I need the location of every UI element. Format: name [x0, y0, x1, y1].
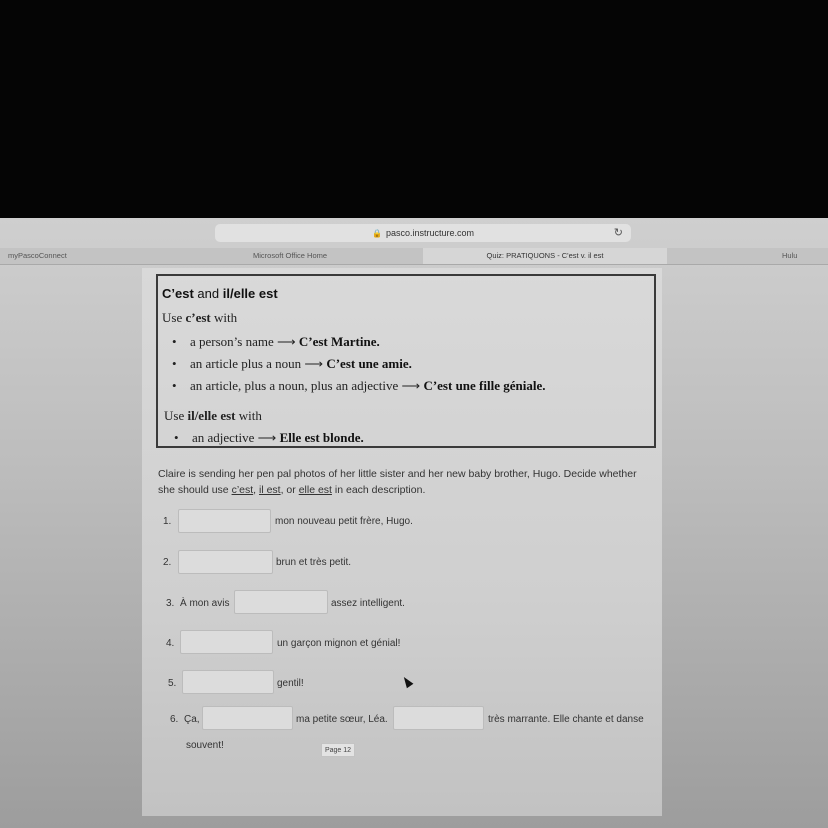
bullet-2 — [172, 356, 412, 372]
bullet-dot-icon: • — [174, 430, 179, 445]
tab-bar — [0, 248, 828, 265]
page-number-badge: Page 12 — [321, 743, 355, 757]
use-il-post: with — [235, 408, 262, 423]
instr-post: in each description. — [331, 484, 426, 496]
bullet-3-text: an article, plus a noun, plus an adjective ⟶ — [190, 378, 424, 393]
instructions — [158, 466, 658, 498]
url-text: pasco.instructure.com — [385, 228, 474, 238]
instructions-line-2 — [158, 482, 658, 498]
use-il-pre: Use — [164, 408, 188, 423]
q5-text: gentil! — [277, 678, 304, 689]
lock-icon: 🔒 — [371, 228, 382, 238]
bullet-1 — [172, 334, 380, 350]
info-title — [162, 286, 278, 301]
bullet-2-example: C’est une amie. — [326, 356, 412, 371]
grammar-info-box — [156, 274, 656, 448]
q1-text: mon nouveau petit frère, Hugo. — [275, 516, 413, 527]
q6-number: 6. — [170, 714, 179, 725]
q6-answer-input-2[interactable] — [393, 706, 484, 730]
q3-answer-input[interactable] — [234, 590, 328, 614]
use-cest-bold: c’est — [185, 310, 211, 325]
use-il-heading — [164, 408, 262, 424]
q4-number: 4. — [166, 638, 175, 649]
option-elle-est: elle est — [298, 484, 332, 496]
title-cest: C’est — [162, 286, 194, 301]
q4-text: un garçon mignon et génial! — [277, 638, 401, 649]
use-il-bold: il/elle est — [187, 408, 236, 423]
q1-number: 1. — [163, 516, 172, 527]
instructions-line-1: Claire is sending her pen pal photos of her little sister and her new baby brother, Hugo. Decide whether — [158, 468, 637, 480]
q4-answer-input[interactable] — [180, 630, 273, 654]
bullet-dot-icon: • — [172, 378, 177, 393]
use-cest-post: with — [210, 310, 238, 325]
screen — [0, 218, 828, 828]
bullet-3 — [172, 378, 545, 394]
q6-text: très marrante. Elle chante et danse — [488, 714, 644, 725]
address-bar[interactable] — [215, 224, 631, 242]
q3-text: assez intelligent. — [331, 598, 405, 609]
instr-pre: she should use — [158, 484, 232, 496]
title-ilelle: il/elle est — [222, 286, 278, 301]
use-cest-pre: Use — [162, 310, 186, 325]
q6-before-text: Ça, — [184, 714, 200, 725]
bullet-1-example: C’est Martine. — [298, 334, 380, 349]
q3-before-text: À mon avis — [180, 598, 230, 609]
title-and: and — [197, 286, 220, 301]
q5-answer-input[interactable] — [182, 670, 274, 694]
quiz-page — [142, 268, 662, 816]
q3-number: 3. — [166, 598, 175, 609]
option-il-est: il est — [259, 484, 281, 496]
q6-answer-input-1[interactable] — [202, 706, 293, 730]
instr-sep-2: , or — [280, 484, 299, 496]
q2-answer-input[interactable] — [178, 550, 273, 574]
tab-office[interactable]: Microsoft Office Home — [253, 251, 328, 260]
tab-hulu[interactable]: Hulu — [782, 251, 798, 260]
q6-middle-text: ma petite sœur, Léa. — [296, 714, 388, 725]
q1-answer-input[interactable] — [178, 509, 271, 533]
instr-sep-1: , — [253, 484, 259, 496]
bullet-1-text: a person’s name ⟶ — [190, 334, 299, 349]
tab-quiz[interactable]: Quiz: PRATIQUONS - C'est v. il est — [423, 248, 667, 264]
bullet-il — [174, 430, 364, 446]
tab-mypasco[interactable]: myPascoConnect — [8, 251, 67, 260]
q6-continuation: souvent! — [186, 740, 224, 751]
bullet-3-example: C’est une fille géniale. — [423, 378, 546, 393]
use-cest-heading — [162, 310, 237, 326]
bullet-dot-icon: • — [172, 356, 177, 371]
bullet-dot-icon: • — [172, 334, 177, 349]
q2-text: brun et très petit. — [276, 557, 352, 568]
bullet-il-example: Elle est blonde. — [279, 430, 364, 445]
q2-number: 2. — [163, 557, 172, 568]
reload-icon[interactable]: ↻ — [613, 227, 623, 239]
bullet-il-text: an adjective ⟶ — [192, 430, 280, 445]
bullet-2-text: an article plus a noun ⟶ — [190, 356, 327, 371]
option-cest: c’est — [231, 484, 254, 496]
q5-number: 5. — [168, 678, 177, 689]
